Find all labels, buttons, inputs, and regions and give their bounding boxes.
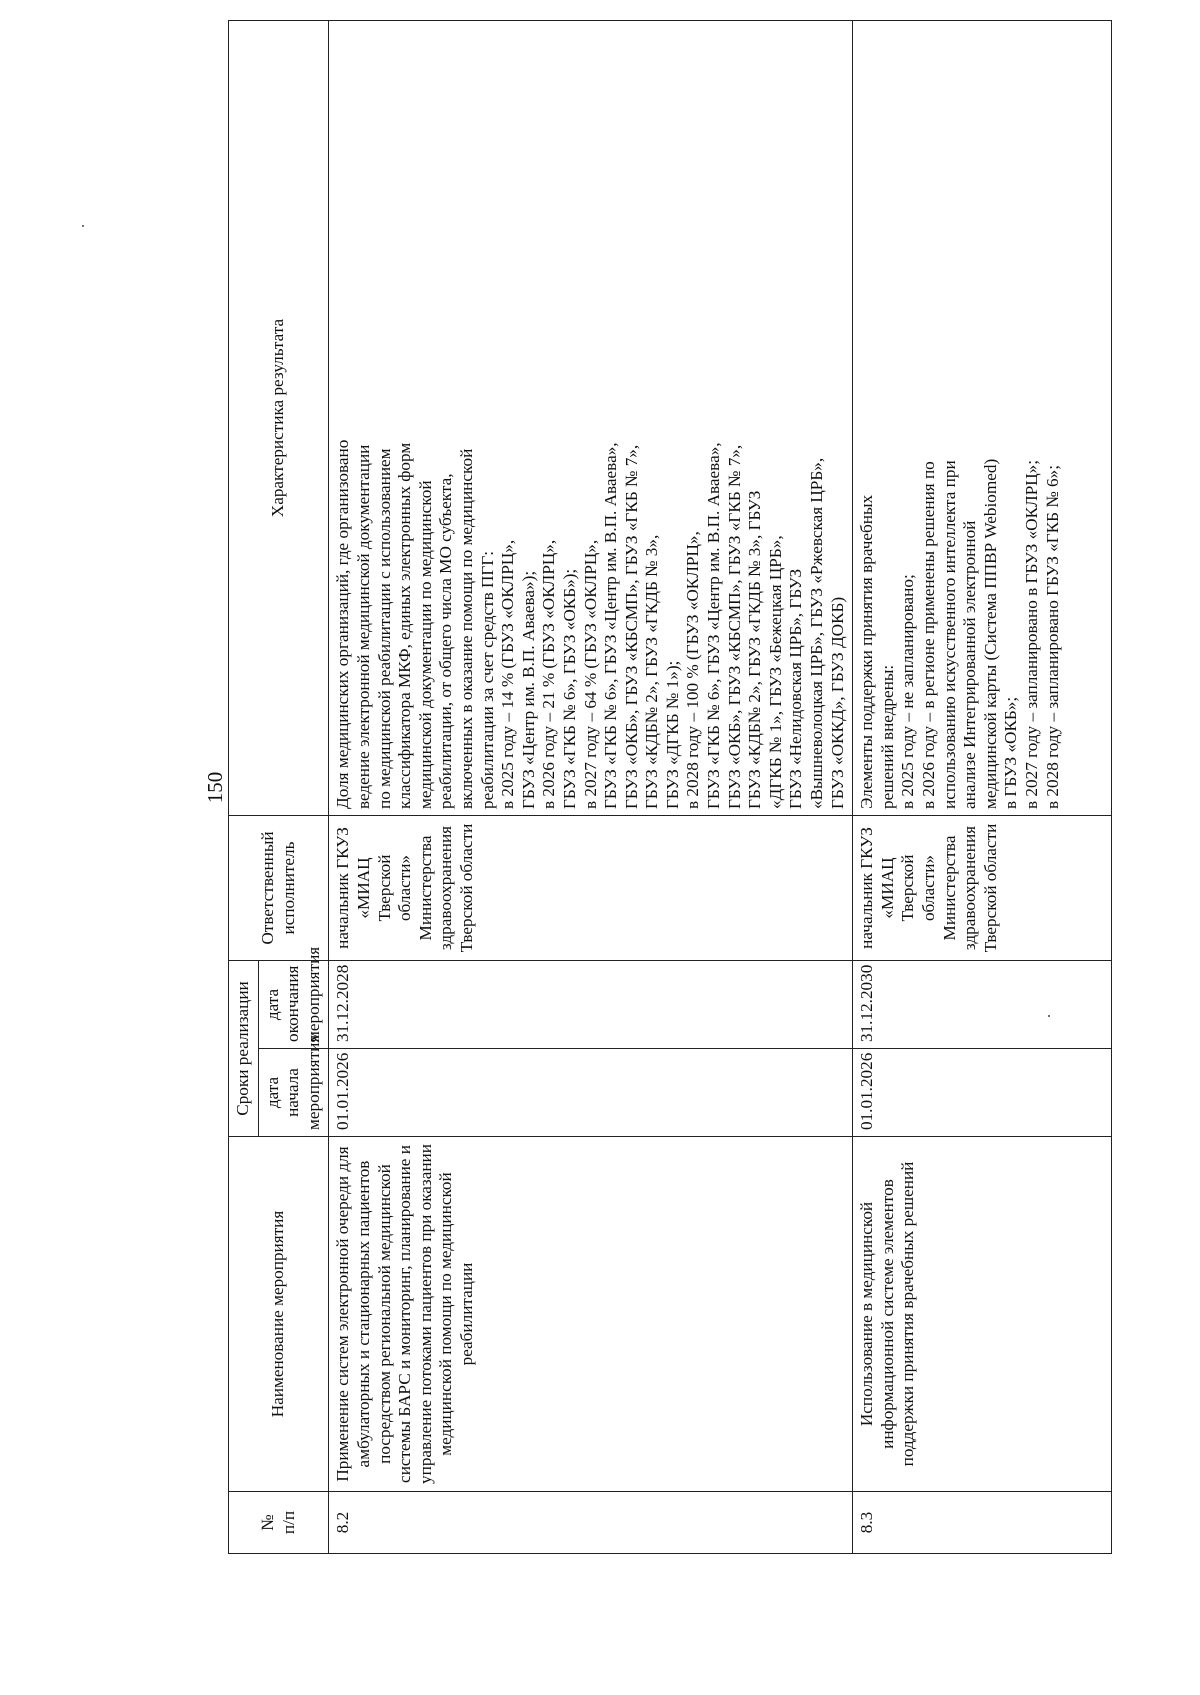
characteristic-line: реабилитации за счет средств ПГГ: bbox=[477, 550, 497, 809]
row-num: 8.3 bbox=[853, 1492, 1112, 1554]
table-row bbox=[853, 21, 1112, 1554]
characteristic-line: в 2025 году – не запланировано; bbox=[898, 574, 918, 809]
characteristic-line: ГБУЗ «ОКБ», ГБУЗ «КБСМП», ГБУЗ «ГКБ № 7», bbox=[621, 444, 641, 809]
characteristic-line: в 2027 году – 64 % (ГБУЗ «ОКЛРЦ», bbox=[580, 539, 600, 809]
characteristic-line: Доля медицинских организаций, где организовано bbox=[333, 439, 353, 809]
header-row bbox=[229, 21, 259, 1554]
characteristic-line: медицинской карты (Система ППВР Webiomed) bbox=[980, 458, 1000, 809]
characteristic-line: в 2028 году – 100 % (ГБУЗ «ОКЛРЦ», bbox=[683, 531, 703, 809]
header-responsible: Ответственный исполнитель bbox=[229, 816, 329, 961]
characteristic-line: ГБУЗ «ОКБ», ГБУЗ «КБСМП», ГБУЗ «ГКБ № 7», bbox=[724, 444, 744, 809]
characteristic-line: «Вышневолоцкая ЦРБ», ГБУЗ «Ржевская ЦРБ», bbox=[807, 457, 827, 809]
table-row bbox=[329, 21, 853, 1554]
row-responsible: начальник ГКУЗ «МИАЦ Тверской области» Министерства здравоохранения Тверской области bbox=[853, 816, 1112, 961]
scan-speck bbox=[1048, 1015, 1050, 1017]
header-num: № п/п bbox=[229, 1492, 329, 1554]
characteristic-line: медицинской документации по медицинской bbox=[415, 480, 435, 809]
row-characteristic bbox=[853, 21, 1112, 816]
characteristic-line: классификатора МКФ, единых электронных форм bbox=[395, 442, 415, 809]
characteristic-line: реабилитации, от общего числа МО субъекта, bbox=[436, 473, 456, 809]
header-name: Наименование мероприятия bbox=[229, 1137, 329, 1492]
page-number: 150 bbox=[203, 771, 227, 804]
characteristic-line: в 2026 году – в регионе применены решения по bbox=[919, 461, 938, 809]
characteristic-line: в 2025 году – 14 % (ГБУЗ «ОКЛРЦ», bbox=[498, 539, 518, 809]
characteristic-line: анализе Интегрированной электронной bbox=[960, 520, 980, 809]
characteristic-line: «ДГКБ № 1», ГБУЗ «Бежецкая ЦРБ», bbox=[765, 535, 785, 809]
scan-speck bbox=[82, 225, 84, 227]
characteristic-line: решений внедрены: bbox=[877, 664, 897, 809]
row-start: 01.01.2026 bbox=[329, 1049, 853, 1137]
rotated-page bbox=[175, 21, 1200, 1554]
characteristic-line: ГБУЗ «КДБ№ 2», ГБУЗ «ГКДБ № 3», bbox=[642, 534, 662, 809]
header-terms: Сроки реализации bbox=[229, 961, 259, 1137]
characteristic-line: по медицинской реабилитации с использованием bbox=[374, 448, 394, 809]
row-end: 31.12.2030 bbox=[853, 961, 1112, 1049]
row-characteristic bbox=[329, 21, 853, 816]
characteristic-line: ГБУЗ «ГКБ № 6», ГБУЗ «ОКБ»); bbox=[559, 568, 579, 809]
characteristic-line: ведение электронной медицинской документации bbox=[353, 444, 373, 809]
row-responsible: начальник ГКУЗ «МИАЦ Тверской области» Министерства здравоохранения Тверской области bbox=[329, 816, 853, 961]
characteristic-line: ГБУЗ «ОККД», ГБУЗ ДОКБ) bbox=[827, 596, 847, 809]
characteristic-line: использованию искусственного интеллекта при bbox=[939, 460, 959, 809]
characteristic-line: ГБУЗ «Центр им. В.П. Аваева»); bbox=[518, 570, 538, 809]
characteristic-line: ГБУЗ «Нелидовская ЦРБ», ГБУЗ bbox=[786, 568, 806, 809]
header-start: дата начала мероприятия bbox=[258, 1049, 329, 1137]
row-name: Использование в медицинской информационной системе элементов поддержки принятия врачебных решений bbox=[853, 1137, 1112, 1492]
characteristic-line: в 2026 году – 21 % (ГБУЗ «ОКЛРЦ», bbox=[539, 539, 559, 809]
characteristic-line: ГБУЗ «ГКБ № 6», ГБУЗ «Центр им. В.П. Аваева», bbox=[704, 442, 724, 809]
characteristic-line: ГБУЗ «КДБ№ 2», ГБУЗ «ГКДБ № 3», ГБУЗ bbox=[745, 490, 765, 809]
characteristic-line: в ГБУЗ «ОКБ»; bbox=[1001, 696, 1021, 809]
header-characteristic: Характеристика результата bbox=[229, 21, 329, 816]
measures-table bbox=[228, 20, 1112, 1554]
characteristic-line: ГБУЗ «ДГКБ № 1»); bbox=[662, 660, 682, 809]
characteristic-line: в 2028 году – запланировано ГБУЗ «ГКБ № 6»; bbox=[1042, 465, 1062, 809]
characteristic-line: Элементы поддержки принятия врачебных bbox=[857, 494, 877, 809]
row-name: Применение систем электронной очереди для амбулаторных и стационарных пациентов посредством региональной медицинской системы БАРС и мониторинг, планирование и управление потоками пациентов при оказании медицинской помощи по медицинской реабилитации bbox=[329, 1137, 853, 1492]
row-end: 31.12.2028 bbox=[329, 961, 853, 1049]
characteristic-line: ГБУЗ «ГКБ № 6», ГБУЗ «Центр им. В.П. Аваева», bbox=[601, 442, 621, 809]
row-start: 01.01.2026 bbox=[853, 1049, 1112, 1137]
row-num: 8.2 bbox=[329, 1492, 853, 1554]
characteristic-line: включенных в оказание помощи по медицинской bbox=[456, 448, 476, 809]
header-end: дата окончания мероприятия bbox=[258, 961, 329, 1049]
characteristic-line: в 2027 году – запланировано в ГБУЗ «ОКЛРЦ»; bbox=[1021, 459, 1041, 809]
